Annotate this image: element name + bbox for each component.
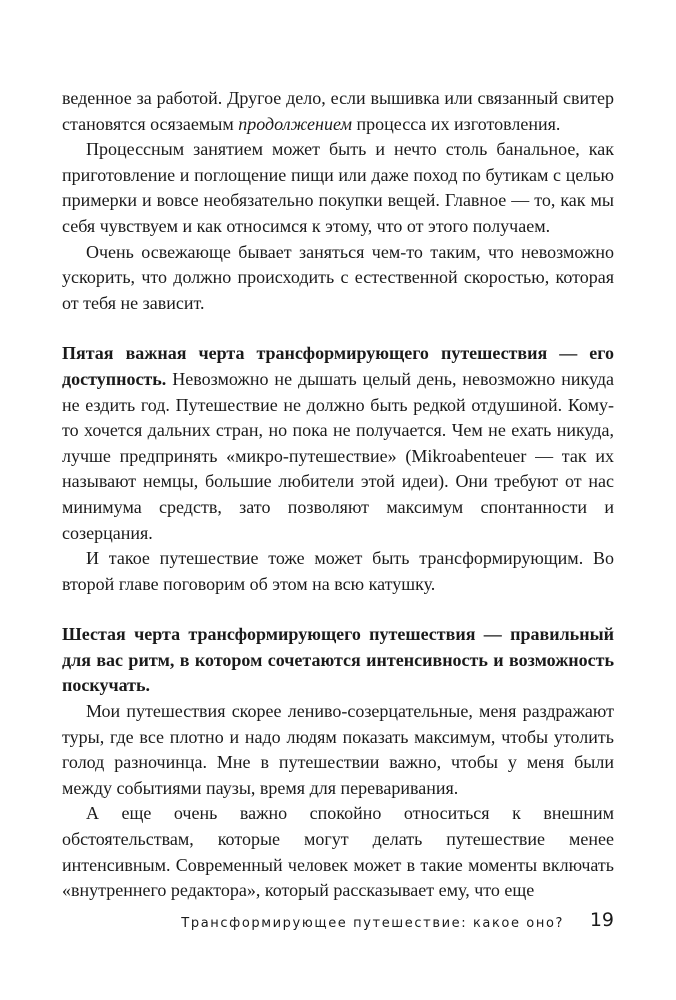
paragraph-1 [62,86,614,137]
paragraph-4 [62,341,614,546]
text-run: Мои путешествия скорее лениво-созерцательные, меня раздражают туры, где все плотно и надо людям показать максимум, чтобы утолить голод разночинца. Мне в путешествии важно, чтобы у меня были между событиями паузы, время для переваривания. [62,701,614,798]
text-run: И такое путешествие тоже может быть трансформирующим. Во второй главе поговорим об этом на всю катушку. [62,548,614,594]
paragraph-6 [62,622,614,699]
running-head: Трансформирующее путешествие: какое оно? [181,916,564,931]
page-footer [62,909,614,935]
bold-run: Шестая черта трансформирующего путешествия — правильный для вас ритм, в котором сочетаются интенсивность и возможность поскучать. [62,624,614,696]
text-run: Очень освежающе бывает заняться чем-то таким, что невозможно ускорить, что должно происходить с естественной скоростью, которая от тебя не зависит. [62,241,614,313]
page-number: 19 [589,909,614,931]
text-run: Невозможно не дышать целый день, невозможно никуда не ездить год. Путешествие не должно быть редкой отдушиной. Кому-то хочется дальних стран, но пока не получается. Чем не ехать никуда, лучше предпринять «микро-путешествие» (Mikroabenteuer — так их называют немцы, большие любители этой идеи). Они требуют от нас минимума средств, зато позволяют максимум спонтанности и созерцания. [62,368,614,543]
italic-run: продолжением [238,113,353,134]
bold-run: Пятая важная черта трансформирующего путешествия — его доступность. [62,343,614,389]
text-run: А еще очень важно спокойно относиться к внешним обстоятельствам, которые могут делать путешествие менее интенсивным. Современный человек может в такие моменты включать «внутреннего редактора», который рассказывает ему, что еще [62,803,614,901]
paragraph-8 [62,801,614,903]
text-run: веденное за работой. Другое дело, если вышивка или связанный свитер становятся осязаемым [62,88,614,134]
paragraph-5 [62,546,614,597]
section-gap [62,316,614,341]
paragraph-7 [62,699,614,801]
paragraph-2 [62,137,614,239]
page-body [62,86,614,904]
paragraph-3 [62,240,614,317]
text-run: Процессным занятием может быть и нечто столь банальное, как приготовление и поглощение пищи или даже поход по бутикам с целью примерки и вовсе необязательно покупки вещей. Главное — то, как мы себя чувствуем и как относимся к этому, что от этого получаем. [62,139,614,236]
text-run: процесса их изготовления. [352,113,561,134]
section-gap [62,597,614,622]
